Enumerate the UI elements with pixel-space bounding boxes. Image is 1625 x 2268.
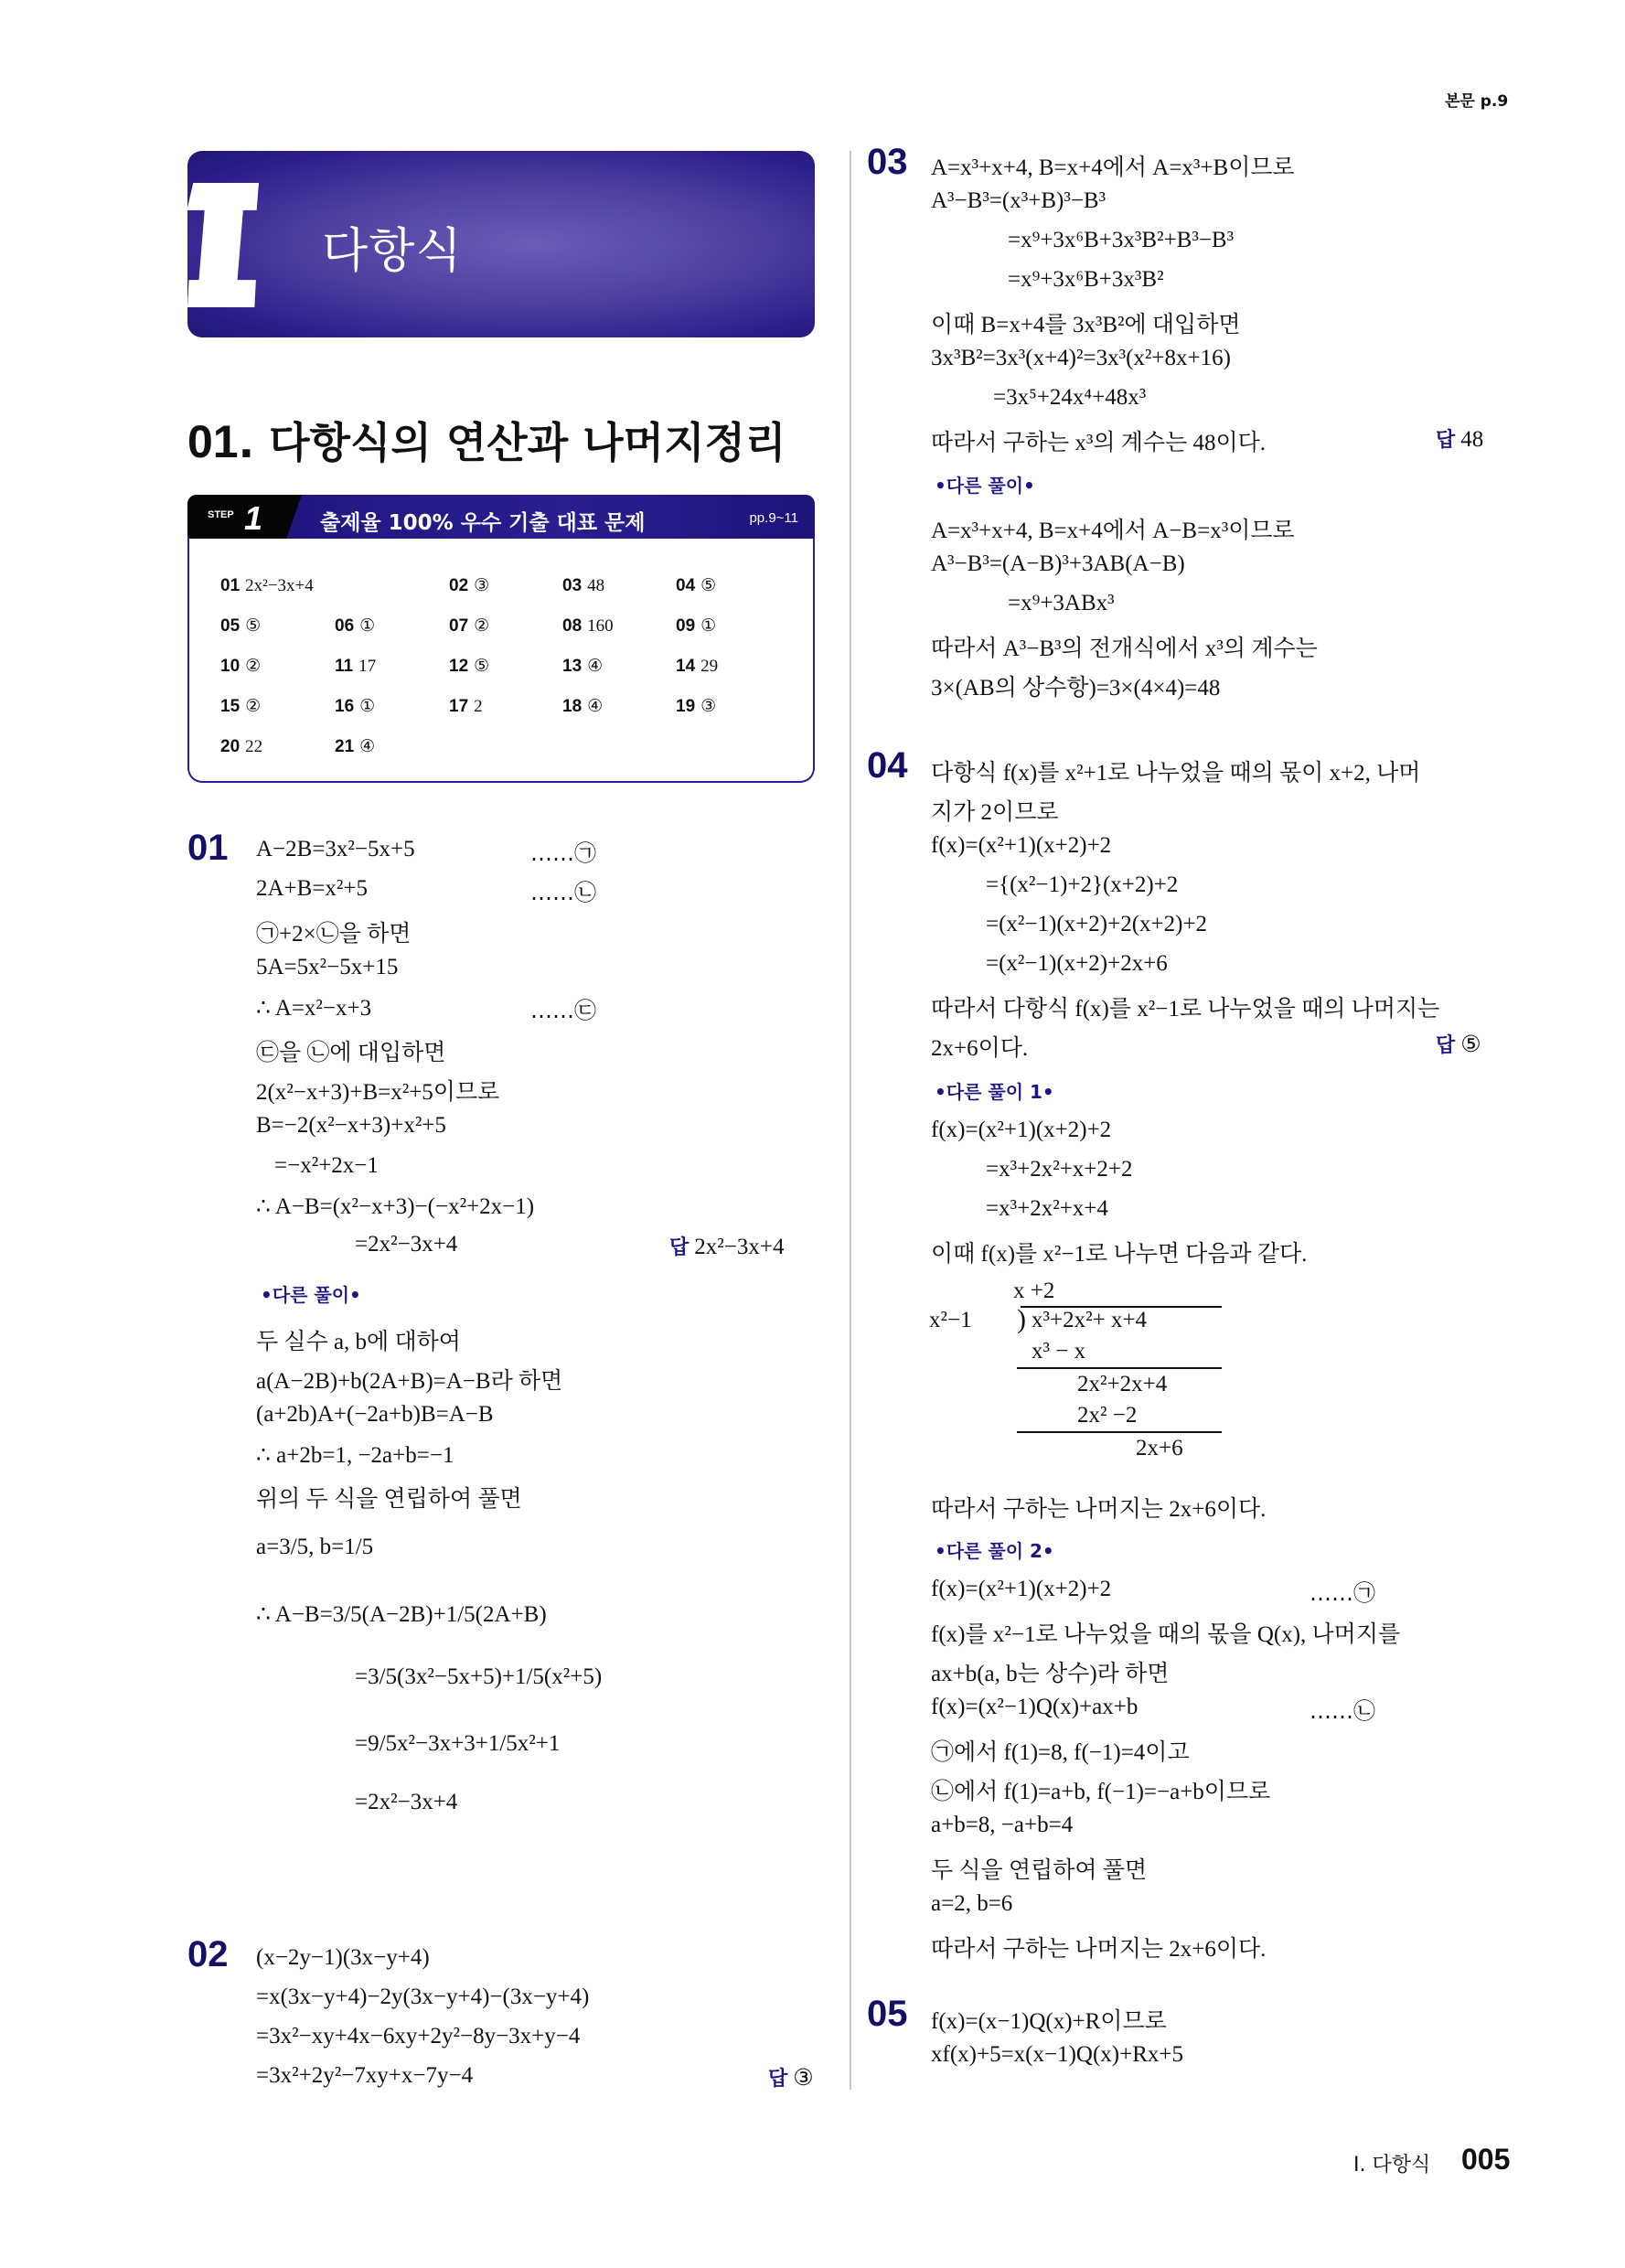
answer-item: 02 ③ xyxy=(449,576,490,595)
alt-solution-label: •다른 풀이• xyxy=(935,475,1035,497)
alt-solution-1-label: •다른 풀이 1• xyxy=(935,1081,1054,1103)
equation-marker: ……㉡ xyxy=(530,880,596,905)
answer-item: 07 ② xyxy=(449,616,490,636)
ld-quotient: x +2 xyxy=(1013,1278,1055,1303)
answer-grid xyxy=(187,539,815,783)
alt-solution-line: f(x)를 x²−1로 나누었을 때의 몫을 Q(x), 나머지를 xyxy=(931,1622,1401,1647)
alt-solution-line: =3/5(3x²−5x+5)+1/5(x²+5) xyxy=(355,1664,603,1689)
solution-line: =x⁹+3x⁶B+3x³B²+B³−B³ xyxy=(1008,228,1235,252)
problem-number-04: 04 xyxy=(867,745,908,786)
solution-line: A³−B³=(x³+B)³−B³ xyxy=(931,188,1106,213)
solution-line: =x(3x−y+4)−2y(3x−y+4)−(3x−y+4) xyxy=(256,1984,590,2009)
solution-line: =x⁹+3x⁶B+3x³B² xyxy=(1008,267,1164,292)
answer-item: 09 ① xyxy=(676,616,717,636)
solution-line: ={(x²−1)+2}(x+2)+2 xyxy=(986,872,1179,897)
solution-line: =3x²+2y²−7xy+x−7y−4 xyxy=(256,2063,474,2088)
alt-solution-line: 따라서 A³−B³의 전개식에서 x³의 계수는 xyxy=(931,637,1318,661)
solution-line: =−x²+2x−1 xyxy=(274,1153,379,1178)
alt-solution-line: f(x)=(x²−1)Q(x)+ax+b xyxy=(931,1695,1139,1719)
alt-solution-line: (a+2b)A+(−2a+b)B=A−B xyxy=(256,1402,494,1427)
answer-item: 12 ⑤ xyxy=(449,657,490,676)
section-title xyxy=(187,410,786,470)
alt-solution-line: =x³+2x²+x+4 xyxy=(986,1196,1108,1221)
alt-solution-line: ㉠에서 f(1)=8, f(−1)=4이고 xyxy=(931,1740,1190,1765)
solution-line: ㉠+2×㉡을 하면 xyxy=(256,922,412,947)
alt-solution-line: a+b=8, −a+b=4 xyxy=(931,1813,1074,1837)
alt-solution-line: f(x)=(x²+1)(x+2)+2 xyxy=(931,1118,1112,1142)
solution-line: B=−2(x²−x+3)+x²+5 xyxy=(256,1113,446,1138)
answer-04: 답 ⑤ xyxy=(1436,1032,1481,1057)
answer-item: 11 17 xyxy=(335,657,377,676)
answer-item: 08 160 xyxy=(562,616,614,636)
solution-line: =(x²−1)(x+2)+2x+6 xyxy=(986,951,1168,976)
alt-solution-line: 따라서 구하는 나머지는 2x+6이다. xyxy=(931,1937,1267,1962)
answer-item: 05 ⑤ xyxy=(220,616,262,636)
ld-bracket: ) xyxy=(1017,1304,1026,1334)
answer-item: 13 ④ xyxy=(562,657,604,676)
alt-solution-line: =2x²−3x+4 xyxy=(355,1790,458,1814)
equation-marker: ……㉢ xyxy=(530,998,596,1023)
solution-line: ∴ A=x²−x+3 xyxy=(256,996,372,1021)
alt-solution-line: ax+b(a, b는 상수)라 하면 xyxy=(931,1662,1170,1686)
alt-solution-label: •다른 풀이• xyxy=(261,1284,361,1306)
chapter-banner xyxy=(187,151,815,337)
solution-line: (x−2y−1)(3x−y+4) xyxy=(256,1945,430,1970)
equation-marker: ……㉠ xyxy=(1310,1580,1375,1606)
alt-solution-line: =x³+2x²+x+2+2 xyxy=(986,1157,1133,1182)
answer-item: 06 ① xyxy=(335,616,376,636)
alt-solution-line: 두 식을 연립하여 풀면 xyxy=(931,1858,1148,1883)
solution-line: ∴ A−B=(x²−x+3)−(−x²+2x−1) xyxy=(256,1194,535,1219)
solution-line: xf(x)+5=x(x−1)Q(x)+Rx+5 xyxy=(931,2042,1184,2067)
section-title-text: . 다항식의 연산과 나머지정리 xyxy=(238,418,786,467)
answer-item: 01 2x²−3x+4 xyxy=(220,576,314,595)
ld-rule xyxy=(1017,1367,1222,1369)
page-number: 005 xyxy=(1461,2143,1511,2176)
alt-solution-line: 두 실수 a, b에 대하여 xyxy=(256,1330,461,1354)
answer-item: 18 ④ xyxy=(562,697,604,716)
ld-rule xyxy=(1017,1431,1222,1433)
alt-solution-line: 위의 두 식을 연립하여 풀면 xyxy=(256,1487,522,1512)
solution-line: 이때 B=x+4를 3x³B²에 대입하면 xyxy=(931,313,1241,337)
chapter-title: 다항식 xyxy=(322,224,463,279)
solution-line: 3x³B²=3x³(x+4)²=3x³(x²+8x+16) xyxy=(931,346,1231,370)
solution-line: A=x³+x+4, B=x+4에서 A=x³+B이므로 xyxy=(931,155,1295,180)
problem-number-05: 05 xyxy=(867,1994,908,2034)
alt-solution-line: A³−B³=(A−B)³+3AB(A−B) xyxy=(931,551,1185,576)
alt-solution-2-label: •다른 풀이 2• xyxy=(935,1540,1054,1562)
solution-line: 2x+6이다. xyxy=(931,1036,1029,1061)
step-pages: pp.9~11 xyxy=(749,510,798,526)
alt-solution-line: A=x³+x+4, B=x+4에서 A−B=x³이므로 xyxy=(931,519,1295,543)
answer-item: 17 2 xyxy=(449,697,483,716)
alt-solution-line: f(x)=(x²+1)(x+2)+2 xyxy=(931,1577,1112,1601)
solution-line: f(x)=(x²+1)(x+2)+2 xyxy=(931,833,1112,858)
solution-line: 2A+B=x²+5 xyxy=(256,876,369,901)
alt-solution-line: a(A−2B)+b(2A+B)=A−B라 하면 xyxy=(256,1369,563,1394)
ld-divisor: x²−1 xyxy=(929,1308,972,1332)
long-division xyxy=(929,1278,1222,1480)
solution-line: =3x⁵+24x⁴+48x³ xyxy=(993,385,1147,410)
solution-line: 따라서 구하는 나머지는 2x+6이다. xyxy=(931,1497,1267,1522)
alt-solution-line: 이때 f(x)를 x²−1로 나누면 다음과 같다. xyxy=(931,1242,1308,1267)
alt-solution-line: 3×(AB의 상수항)=3×(4×4)=48 xyxy=(931,676,1221,701)
equation-marker: ……㉡ xyxy=(1310,1698,1375,1724)
solution-line: =3x²−xy+4x−6xy+2y²−8y−3x+y−4 xyxy=(256,2024,581,2049)
answer-02: 답 ③ xyxy=(768,2066,814,2091)
alt-solution-line: =9/5x²−3x+3+1/5x²+1 xyxy=(355,1731,561,1756)
ld-remainder: 2x+6 xyxy=(1136,1436,1183,1460)
answer-item: 21 ④ xyxy=(335,737,376,756)
alt-solution-line: ∴ a+2b=1, −2a+b=−1 xyxy=(256,1443,454,1468)
answer-item: 03 48 xyxy=(562,576,605,595)
footer-chapter: I. 다항식 xyxy=(1353,2154,1431,2177)
answer-03: 답 48 xyxy=(1436,427,1484,452)
step-answer-box xyxy=(187,495,815,783)
step-word: STEP xyxy=(208,509,234,520)
column-divider xyxy=(850,151,851,2090)
solution-line: 따라서 구하는 x³의 계수는 48이다. xyxy=(931,431,1267,455)
solution-line: 5A=5x²−5x+15 xyxy=(256,955,399,979)
answer-item: 16 ① xyxy=(335,697,376,716)
solution-line: f(x)=(x−1)Q(x)+R이므로 xyxy=(931,2009,1167,2034)
alt-solution-line: ㉡에서 f(1)=a+b, f(−1)=−a+b이므로 xyxy=(931,1780,1271,1804)
equation-marker: ……㉠ xyxy=(530,840,596,866)
answer-item: 10 ② xyxy=(220,657,262,676)
alt-solution-line: a=2, b=6 xyxy=(931,1891,1013,1916)
page-reference: 본문 p.9 xyxy=(1445,92,1509,111)
solution-line: ㉢을 ㉡에 대입하면 xyxy=(256,1041,446,1065)
solution-line: 지가 2이므로 xyxy=(931,800,1059,825)
solution-line: 2(x²−x+3)+B=x²+5이므로 xyxy=(256,1080,500,1105)
answer-item: 14 29 xyxy=(676,657,719,676)
step-number: 1 xyxy=(244,499,263,537)
solution-line: A−2B=3x²−5x+5 xyxy=(256,837,415,861)
solution-line: =2x²−3x+4 xyxy=(355,1232,458,1257)
step-title: 출제율 100% 우수 기출 대표 문제 xyxy=(320,511,646,535)
ld-dividend: x³+2x²+ x+4 xyxy=(1032,1308,1148,1332)
answer-item: 04 ⑤ xyxy=(676,576,717,595)
section-number: 01 xyxy=(187,416,239,467)
answer-item: 15 ② xyxy=(220,697,262,716)
answer-01: 답 2x²−3x+4 xyxy=(669,1235,785,1259)
ld-step2: 2x² −2 xyxy=(1077,1403,1138,1428)
ld-remainder-1: 2x²+2x+4 xyxy=(1077,1372,1168,1396)
alt-solution-line: =x⁹+3ABx³ xyxy=(1008,591,1115,615)
answer-item: 20 22 xyxy=(220,737,263,756)
problem-number-02: 02 xyxy=(187,1934,229,1974)
solution-line: 따라서 다항식 f(x)를 x²−1로 나누었을 때의 나머지는 xyxy=(931,997,1440,1022)
problem-number-01: 01 xyxy=(187,828,229,868)
alt-solution-line: a=3/5, b=1/5 xyxy=(256,1535,374,1559)
solution-line: =(x²−1)(x+2)+2(x+2)+2 xyxy=(986,912,1208,936)
answer-item: 19 ③ xyxy=(676,697,717,716)
solution-line: 다항식 f(x)를 x²+1로 나누었을 때의 몫이 x+2, 나머 xyxy=(931,761,1421,786)
problem-number-03: 03 xyxy=(867,142,908,182)
ld-step1: x³ − x xyxy=(1032,1339,1086,1364)
alt-solution-line: ∴ A−B=3/5(A−2B)+1/5(2A+B) xyxy=(256,1602,547,1627)
